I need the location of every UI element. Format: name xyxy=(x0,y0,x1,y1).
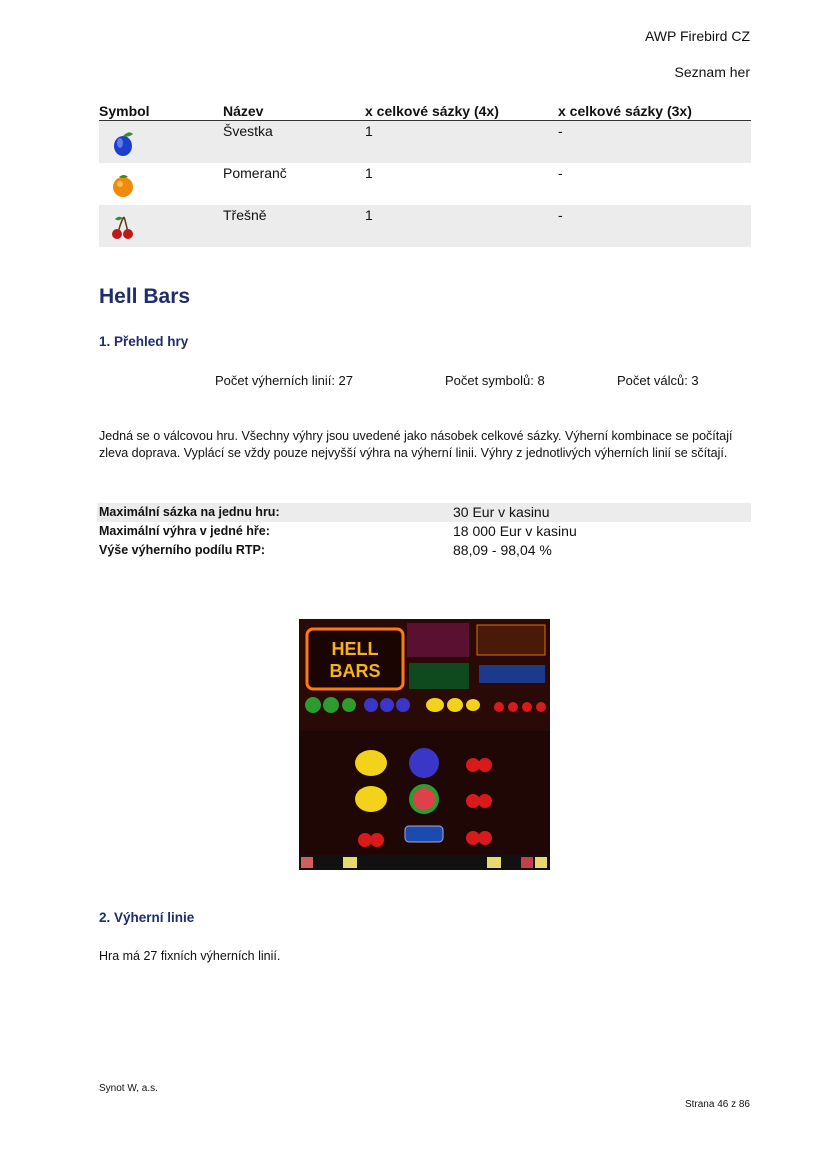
col-x4: x celkové sázky (4x) xyxy=(365,102,558,121)
game-description: Jedná se o válcovou hru. Všechny výhry jsou uvedené jako násobek celkové sázky. Výherní kombinace se počítají zleva doprava. Vyplácí se vždy pouze nejvyšší výhra na výherní linii. Výhry z jednotlivých výherních linií se sčítají. xyxy=(99,429,733,460)
cherry-icon xyxy=(109,213,137,241)
col-symbol: Symbol xyxy=(99,102,223,121)
symbol-x4: 1 xyxy=(365,165,373,181)
footer-company: Synot W, a.s. xyxy=(99,1083,158,1094)
info-label: Výše výherního podílu RTP: xyxy=(99,543,265,557)
lines-text: Hra má 27 fixních výherních linií. xyxy=(99,949,281,963)
footer-page-number: Strana 46 z 86 xyxy=(684,1099,750,1110)
overview-heading: 1. Přehled hry xyxy=(99,334,189,349)
stat-reels: Počet válců: 3 xyxy=(617,373,699,388)
lines-heading: 2. Výherní linie xyxy=(99,910,195,925)
symbol-x4: 1 xyxy=(365,205,558,247)
info-value: 18 000 Eur v kasinu xyxy=(453,523,577,539)
info-value: 30 Eur v kasinu xyxy=(453,504,550,520)
svg-text:HELL: HELL xyxy=(331,639,379,659)
symbol-x3: - xyxy=(558,165,563,181)
symbol-x4: 1 xyxy=(365,121,558,164)
symbol-x3: - xyxy=(558,121,751,164)
info-row xyxy=(97,522,751,541)
plum-icon xyxy=(109,129,137,157)
game-title: Hell Bars xyxy=(99,285,191,308)
symbol-name: Pomeranč xyxy=(223,165,287,181)
symbol-name: Švestka xyxy=(223,121,365,164)
info-value: 88,09 - 98,04 % xyxy=(453,542,552,558)
table-header xyxy=(99,102,751,121)
symbol-table xyxy=(99,102,751,247)
svg-text:BARS: BARS xyxy=(329,661,381,681)
info-row xyxy=(97,541,751,560)
col-x3: x celkové sázky (3x) xyxy=(558,102,751,121)
game-screenshot xyxy=(299,619,550,870)
col-name: Název xyxy=(223,102,365,121)
doc-title: AWP Firebird CZ xyxy=(644,28,750,44)
table-row xyxy=(99,205,751,247)
info-row xyxy=(97,503,751,522)
section-title: Seznam her xyxy=(674,64,750,80)
info-label: Maximální výhra v jedné hře: xyxy=(99,524,270,538)
symbol-name: Třešně xyxy=(223,205,365,247)
symbol-x3: - xyxy=(558,205,751,247)
table-row xyxy=(99,121,751,164)
stat-lines: Počet výherních linií: 27 xyxy=(215,373,354,388)
orange-icon xyxy=(109,171,137,199)
info-label: Maximální sázka na jednu hru: xyxy=(99,505,280,519)
stat-symbols: Počet symbolů: 8 xyxy=(445,373,545,388)
game-screenshot-image xyxy=(299,619,550,870)
table-row xyxy=(99,163,751,205)
